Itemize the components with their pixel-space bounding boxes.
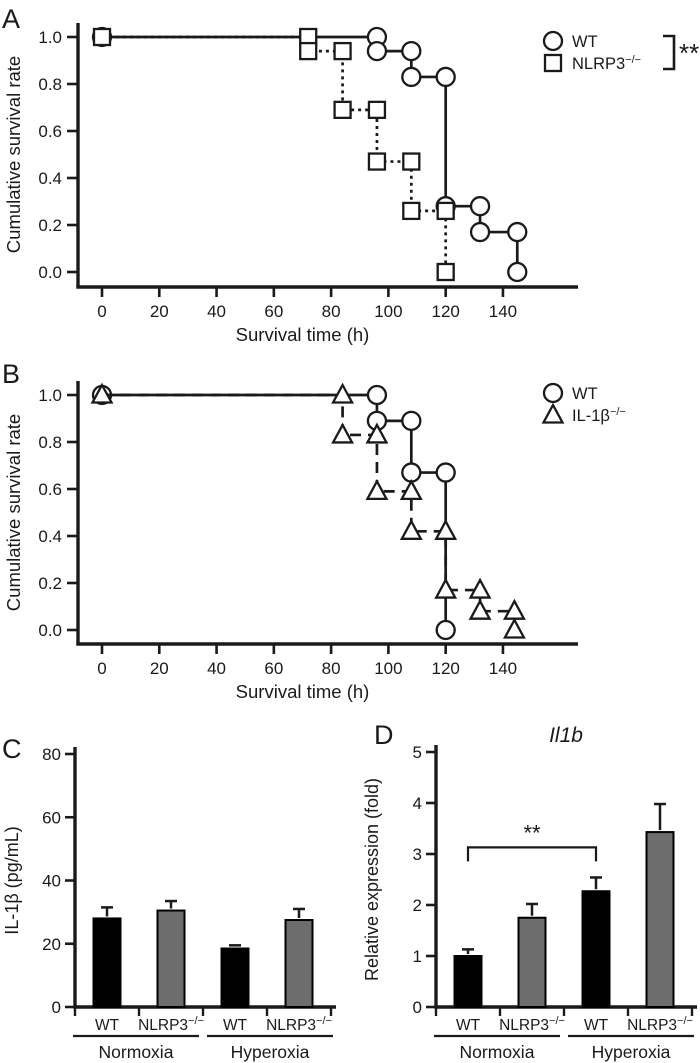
circle-marker	[508, 263, 526, 281]
y-tick-label: 0.2	[38, 216, 62, 235]
circle-marker	[437, 68, 455, 86]
y-axis-title: Cumulative survival rate	[3, 413, 24, 612]
x-tick-label: 140	[488, 659, 518, 678]
x-tick-label: 60	[264, 659, 284, 678]
survival-chart-a	[0, 0, 700, 350]
bar-chart-il1b-protein	[0, 710, 360, 1063]
legend-label: NLRP3−/−	[572, 54, 642, 73]
triangle-marker	[505, 620, 524, 638]
bar	[158, 911, 185, 1007]
y-tick-label: 3	[412, 845, 422, 864]
panel-b-label: B	[2, 359, 21, 389]
bar	[647, 832, 674, 1007]
y-axis-title: Relative expression (fold)	[362, 777, 382, 982]
category-label: NLRP3−/−	[138, 1015, 204, 1034]
panel-d-label: D	[374, 720, 394, 750]
x-tick-label: 80	[321, 659, 341, 678]
x-tick-label: 120	[431, 659, 460, 678]
y-tick-label: 60	[42, 808, 61, 828]
legend-square-icon	[545, 55, 561, 71]
y-tick-label: 0	[51, 998, 61, 1017]
y-tick-label: 0.8	[38, 75, 62, 94]
group-label: Hyperoxia	[591, 1042, 671, 1062]
series-line-wt	[102, 395, 446, 630]
y-tick-label: 0.0	[38, 263, 62, 282]
y-tick-label: 0.0	[38, 621, 62, 640]
circle-marker	[471, 223, 489, 241]
y-tick-label: 0	[412, 998, 422, 1017]
x-tick-label: 0	[97, 659, 107, 678]
legend-label: WT	[572, 33, 598, 51]
survival-chart-b	[0, 350, 700, 715]
triangle-marker	[367, 481, 386, 499]
bar-plot	[360, 710, 700, 1063]
y-tick-label: 5	[412, 743, 422, 762]
group-label: Normoxia	[459, 1042, 535, 1062]
square-marker	[300, 43, 316, 59]
square-marker	[335, 43, 351, 59]
circle-marker	[402, 464, 420, 482]
x-tick-label: 120	[431, 302, 460, 321]
panel-c-label: C	[2, 734, 22, 764]
y-tick-label: 0.8	[38, 433, 62, 452]
significance-asterisks: **	[679, 38, 700, 68]
x-axis-title: Survival time (h)	[235, 324, 370, 345]
legend-triangle-icon	[544, 405, 563, 423]
chart-title: Il1b	[549, 724, 583, 747]
x-axis-title: Survival time (h)	[235, 681, 370, 702]
y-tick-label: 0.6	[38, 122, 62, 141]
circle-marker	[402, 412, 420, 430]
series-line-wt	[102, 37, 517, 272]
y-tick-label: 1.0	[38, 386, 62, 405]
bar	[455, 956, 482, 1007]
square-marker	[94, 29, 110, 45]
bar-plot	[0, 710, 360, 1063]
bar	[286, 920, 313, 1007]
y-tick-label: 0.6	[38, 480, 62, 499]
bar	[94, 918, 121, 1007]
x-tick-label: 60	[264, 302, 284, 321]
circle-marker	[368, 386, 386, 404]
square-marker	[438, 203, 454, 219]
x-tick-label: 40	[207, 302, 227, 321]
legend-circle-icon	[544, 32, 562, 50]
bar	[583, 891, 610, 1007]
category-label: WT	[222, 1017, 248, 1034]
legend-label: IL-1β−/−	[572, 406, 626, 425]
y-tick-label: 2	[412, 896, 422, 915]
square-marker	[403, 154, 419, 170]
x-tick-label: 40	[207, 659, 227, 678]
bar-chart-il1b-expression	[360, 710, 700, 1063]
triangle-marker	[333, 425, 352, 443]
category-label: WT	[583, 1017, 609, 1034]
square-marker	[369, 102, 385, 118]
x-tick-label: 80	[321, 302, 341, 321]
significance-bracket	[468, 847, 596, 861]
y-tick-label: 1	[412, 947, 422, 966]
square-marker	[403, 203, 419, 219]
x-tick-label: 0	[97, 302, 107, 321]
y-tick-label: 4	[412, 794, 422, 813]
x-tick-label: 100	[374, 659, 403, 678]
square-marker	[335, 102, 351, 118]
group-label: Normoxia	[98, 1042, 174, 1062]
survival-plot	[0, 0, 700, 350]
legend-circle-icon	[544, 384, 562, 402]
square-marker	[369, 154, 385, 170]
y-tick-label: 20	[42, 934, 61, 954]
y-axis-title: IL-1β (pg/mL)	[2, 826, 22, 935]
category-label: WT	[455, 1017, 481, 1034]
circle-marker	[402, 42, 420, 60]
circle-marker	[471, 197, 489, 215]
y-tick-label: 80	[42, 745, 61, 764]
group-label: Hyperoxia	[230, 1042, 310, 1062]
circle-marker	[368, 42, 386, 60]
x-tick-label: 20	[149, 302, 169, 321]
category-label: WT	[94, 1017, 120, 1034]
y-tick-label: 0.4	[38, 169, 62, 188]
square-marker	[438, 264, 454, 280]
panel-a-label: A	[2, 4, 21, 34]
y-tick-label: 40	[42, 871, 61, 891]
circle-marker	[402, 68, 420, 86]
y-tick-label: 1.0	[38, 28, 62, 47]
x-tick-label: 100	[374, 302, 403, 321]
y-tick-label: 0.4	[38, 527, 62, 546]
x-tick-label: 20	[149, 659, 169, 678]
x-tick-label: 140	[488, 302, 518, 321]
bar	[519, 918, 546, 1007]
circle-marker	[508, 223, 526, 241]
circle-marker	[437, 621, 455, 639]
legend-label: WT	[572, 385, 598, 403]
circle-marker	[437, 464, 455, 482]
category-label: NLRP3−/−	[266, 1015, 332, 1034]
y-tick-label: 0.2	[38, 574, 62, 593]
survival-plot	[0, 350, 700, 715]
bar	[222, 948, 249, 1007]
significance-bracket	[663, 36, 674, 69]
category-label: NLRP3−/−	[627, 1015, 693, 1034]
y-axis-title: Cumulative survival rate	[3, 55, 24, 254]
significance-asterisks: **	[523, 820, 541, 846]
series-line-nlrp3	[102, 37, 446, 272]
category-label: NLRP3−/−	[499, 1015, 565, 1034]
